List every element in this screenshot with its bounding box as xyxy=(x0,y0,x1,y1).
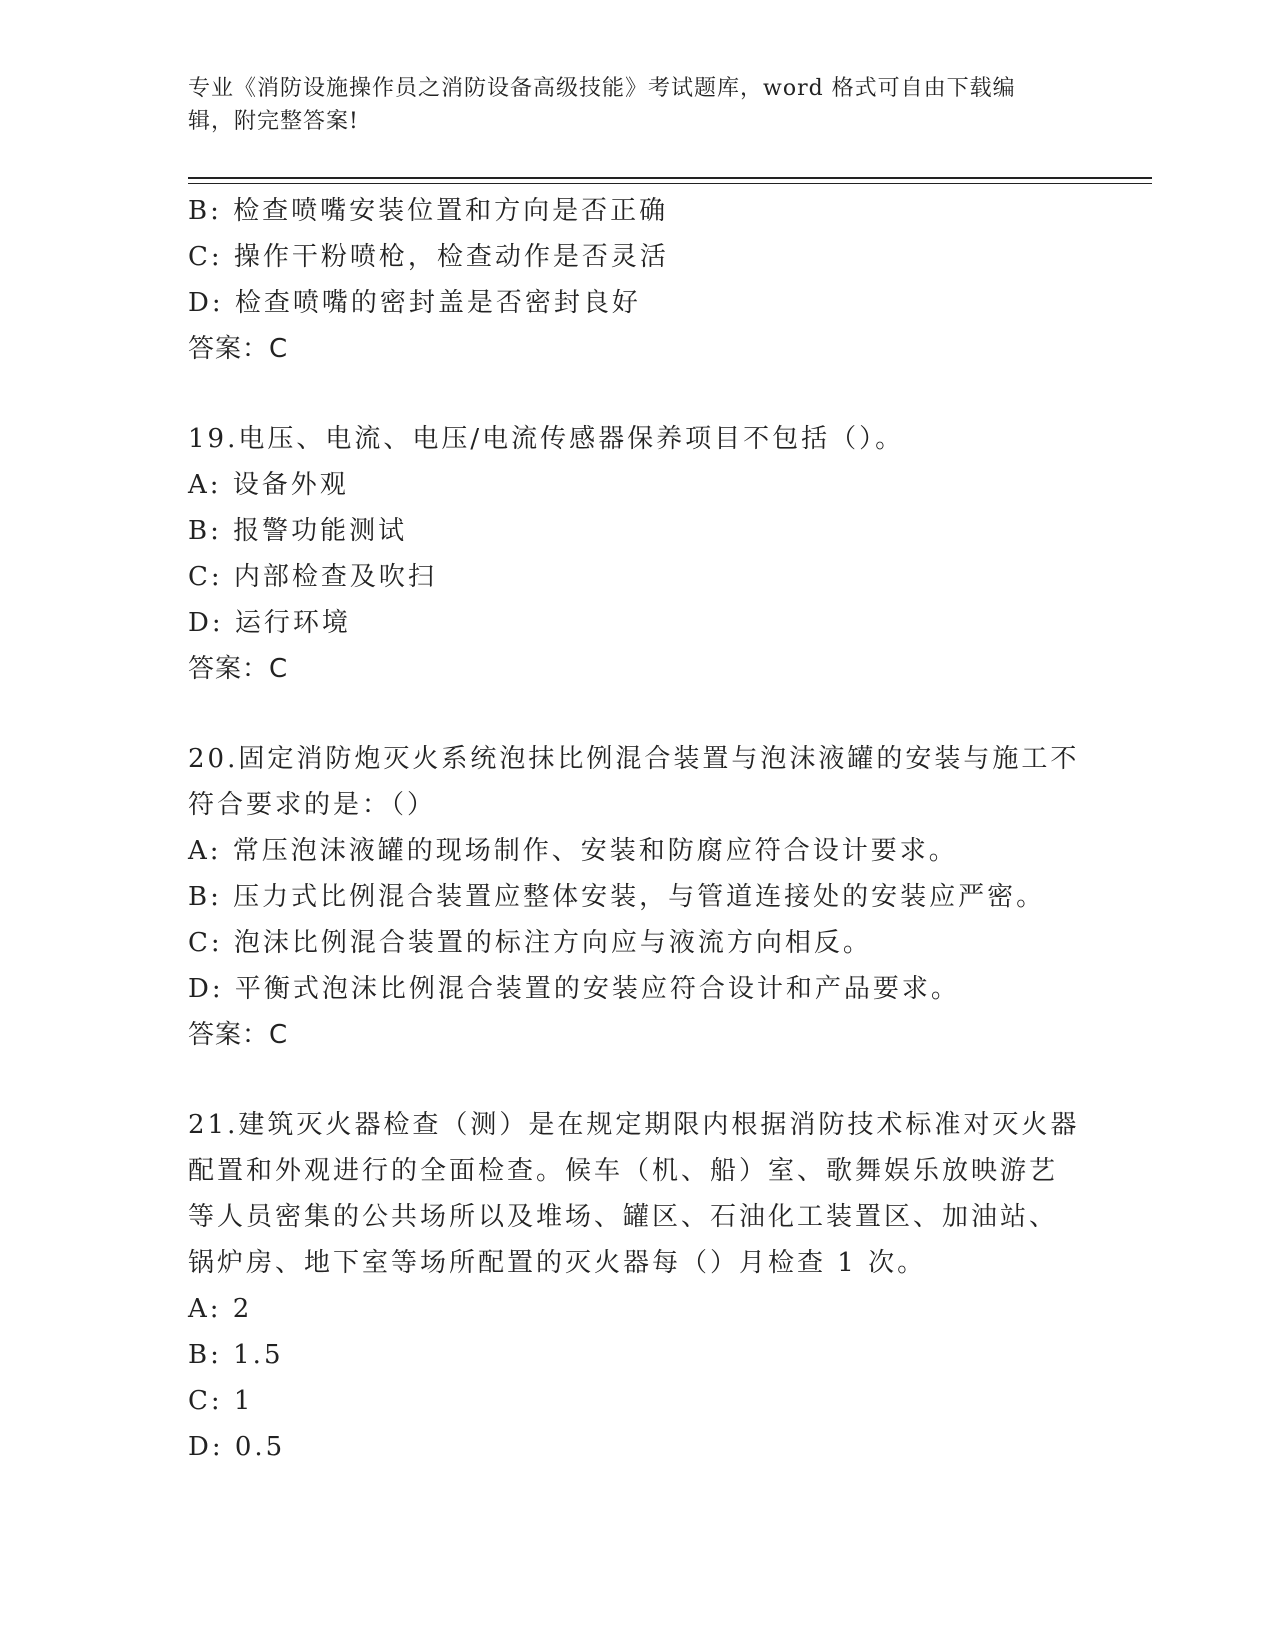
spacer xyxy=(188,692,1088,736)
question-19 xyxy=(188,416,1088,692)
q20-stem-line-1: 20.固定消防炮灭火系统泡抹比例混合装置与泡沫液罐的安装与施工不 xyxy=(188,744,1080,774)
q19-option-b: B: 报警功能测试 xyxy=(188,516,408,546)
spacer xyxy=(188,1058,1088,1102)
q21-option-b: B: 1.5 xyxy=(188,1340,284,1370)
document-header xyxy=(188,72,1068,138)
q21-stem-line-4: 锅炉房、地下室等场所配置的灭火器每（）月检查 1 次。 xyxy=(188,1248,927,1278)
q19-option-d: D: 运行环境 xyxy=(188,608,351,638)
question-content xyxy=(188,188,1088,1470)
q19-option-c: C: 内部检查及吹扫 xyxy=(188,562,437,592)
question-21 xyxy=(188,1102,1088,1470)
q21-option-c: C: 1 xyxy=(188,1386,254,1416)
question-20 xyxy=(188,736,1088,1058)
header-line-1: 专业《消防设施操作员之消防设备高级技能》考试题库，word 格式可自由下载编 xyxy=(188,76,1016,101)
q20-option-a: A: 常压泡沫液罐的现场制作、安装和防腐应符合设计要求。 xyxy=(188,836,958,866)
q18-option-c: C: 操作干粉喷枪，检查动作是否灵活 xyxy=(188,242,669,272)
q18-option-b: B: 检查喷嘴安装位置和方向是否正确 xyxy=(188,196,669,226)
q20-option-b: B: 压力式比例混合装置应整体安装，与管道连接处的安装应严密。 xyxy=(188,882,1046,912)
header-rule-thin xyxy=(188,183,1152,184)
header-line-2: 辑，附完整答案! xyxy=(188,109,359,134)
q20-stem-line-2: 符合要求的是：（） xyxy=(188,790,437,820)
q20-option-d: D: 平衡式泡沫比例混合装置的安装应符合设计和产品要求。 xyxy=(188,974,960,1004)
q19-answer: 答案：C xyxy=(188,654,289,684)
q18-option-d: D: 检查喷嘴的密封盖是否密封良好 xyxy=(188,288,641,318)
q21-option-a: A: 2 xyxy=(188,1294,253,1324)
q20-answer: 答案：C xyxy=(188,1020,289,1050)
q18-answer: 答案：C xyxy=(188,334,289,364)
q19-stem: 19.电压、电流、电压/电流传感器保养项目不包括（）。 xyxy=(188,424,905,454)
question-18 xyxy=(188,188,1088,372)
q21-stem-line-1: 21.建筑灭火器检查（测）是在规定期限内根据消防技术标准对灭火器 xyxy=(188,1110,1080,1140)
q21-option-d: D: 0.5 xyxy=(188,1432,286,1462)
q20-option-c: C: 泡沫比例混合装置的标注方向应与液流方向相反。 xyxy=(188,928,872,958)
q21-stem-line-3: 等人员密集的公共场所以及堆场、罐区、石油化工装置区、加油站、 xyxy=(188,1202,1059,1232)
header-rule-thick xyxy=(188,177,1152,179)
q21-stem-line-2: 配置和外观进行的全面检查。候车（机、船）室、歌舞娱乐放映游艺 xyxy=(188,1156,1059,1186)
q19-option-a: A: 设备外观 xyxy=(188,470,349,500)
spacer xyxy=(188,372,1088,416)
